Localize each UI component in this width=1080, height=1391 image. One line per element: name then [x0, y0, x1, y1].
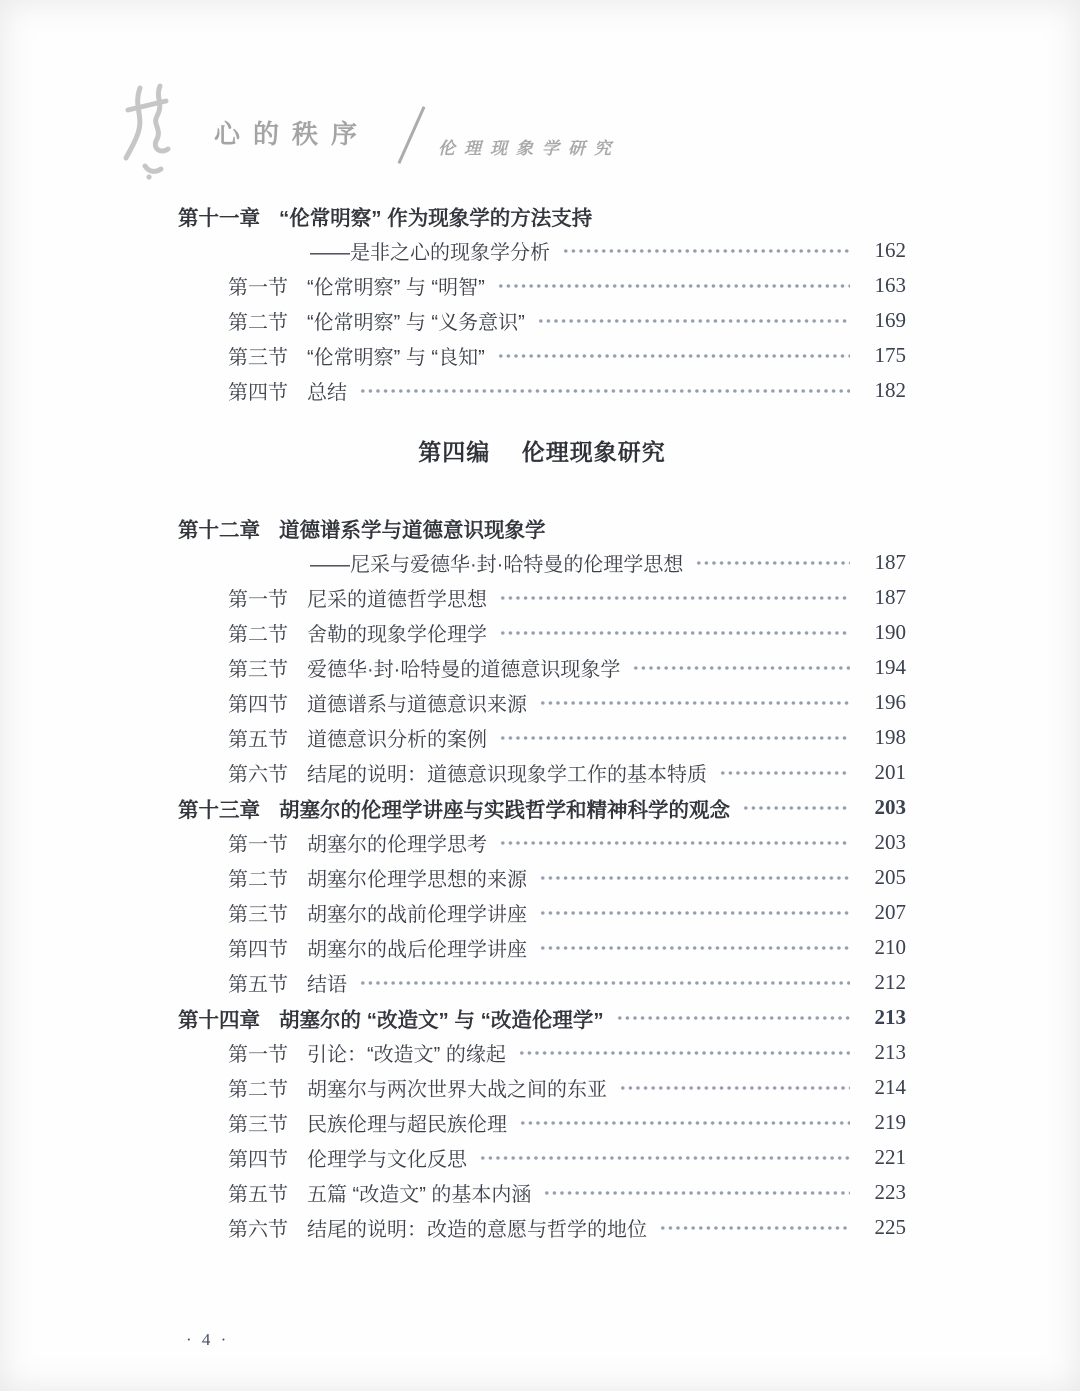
part-label: 第四编 [418, 439, 491, 465]
dot-leader [519, 1120, 850, 1126]
entry-page-number: 207 [874, 900, 906, 924]
entry-page-number: 182 [874, 378, 906, 402]
entry-page-number: 187 [874, 585, 906, 609]
toc-entry [178, 860, 906, 895]
entry-page-number: 212 [874, 970, 906, 994]
calligraphy-mark-icon [118, 78, 180, 187]
entry-label: 第六节 [228, 1219, 288, 1241]
entry-title: 道德谱系学与道德意识现象学 [279, 518, 546, 542]
entry-label: 第二节 [228, 1079, 288, 1101]
dot-leader [539, 875, 850, 881]
dot-leader [518, 1050, 850, 1056]
entry-page-number: 205 [874, 865, 906, 889]
dot-leader [742, 805, 850, 811]
entry-label: 第三节 [228, 904, 288, 926]
toc-entry [178, 580, 906, 615]
dot-leader [719, 770, 850, 776]
entry-label: 第二节 [228, 312, 288, 334]
entry-label: 第一节 [228, 834, 288, 856]
entry-page-number: 219 [874, 1110, 906, 1134]
toc-entry [178, 615, 906, 650]
entry-page-number: 225 [874, 1215, 906, 1239]
entry-title: 胡塞尔伦理学思想的来源 [307, 869, 527, 891]
entry-page-number: 163 [874, 273, 906, 297]
entry-label: 第四节 [228, 382, 288, 404]
book-subtitle: 伦理现象学研究 [438, 139, 620, 158]
dot-leader [619, 1085, 850, 1091]
toc-entry [178, 755, 906, 790]
toc-entry [178, 233, 906, 268]
entry-label: 第四节 [228, 1149, 288, 1171]
toc-entry [178, 373, 906, 408]
entry-page-number: 210 [874, 935, 906, 959]
toc-entry [178, 930, 906, 965]
toc-entry [178, 198, 906, 233]
toc-entry [178, 1105, 906, 1140]
entry-label: 第五节 [228, 974, 288, 996]
entry-page-number: 198 [874, 725, 906, 749]
dot-leader [539, 700, 850, 706]
toc-part-heading [178, 434, 906, 470]
toc-entry [178, 303, 906, 338]
toc-entry [178, 1175, 906, 1210]
entry-label: 第十一章 [178, 206, 260, 230]
entry-title: 胡塞尔的 “改造文” 与 “改造伦理学” [279, 1008, 604, 1032]
entry-label: 第四节 [228, 939, 288, 961]
book-title: 心的秩序 [214, 119, 371, 149]
entry-title: 胡塞尔的伦理学讲座与实践哲学和精神科学的观念 [279, 798, 730, 822]
dot-leader [359, 388, 850, 394]
entry-label: 第二节 [228, 869, 288, 891]
entry-page-number: 187 [874, 550, 906, 574]
entry-title: 胡塞尔的战前伦理学讲座 [307, 904, 527, 926]
entry-page-number: 213 [874, 1040, 906, 1064]
entry-title: 尼采的道德哲学思想 [307, 589, 487, 611]
entry-label: 第三节 [228, 347, 288, 369]
entry-page-number: 175 [874, 343, 906, 367]
toc-entry [178, 510, 906, 545]
dot-leader [499, 840, 850, 846]
dot-leader [497, 283, 850, 289]
toc-entry [178, 1070, 906, 1105]
toc-entry [178, 1140, 906, 1175]
entry-label: 第三节 [228, 1114, 288, 1136]
dot-leader [695, 560, 850, 566]
entry-title: 伦理学与文化反思 [307, 1149, 467, 1171]
toc-entry [178, 1000, 906, 1035]
slash-divider [397, 106, 425, 164]
toc-entry [178, 685, 906, 720]
entry-label: 第一节 [228, 589, 288, 611]
entry-page-number: 162 [874, 238, 906, 262]
dot-leader [616, 1015, 850, 1021]
dot-leader [539, 910, 850, 916]
entry-title: 结尾的说明：改造的意愿与哲学的地位 [307, 1219, 647, 1241]
toc-entry [178, 545, 906, 580]
dot-leader [499, 630, 850, 636]
brand-header [118, 78, 738, 182]
entry-label: 第十三章 [178, 798, 260, 822]
toc-entry [178, 268, 906, 303]
dot-leader [497, 353, 850, 359]
entry-title: “伦常明察” 与 “明智” [307, 277, 485, 299]
dot-leader [659, 1225, 850, 1231]
dot-leader [539, 945, 850, 951]
dot-leader [632, 665, 850, 671]
dot-leader [562, 248, 850, 254]
toc-entry [178, 825, 906, 860]
toc-entry [178, 338, 906, 373]
dot-leader [499, 735, 850, 741]
entry-label: 第十二章 [178, 518, 260, 542]
entry-page-number: 196 [874, 690, 906, 714]
toc-entry [178, 895, 906, 930]
entry-title: 胡塞尔的伦理学思考 [307, 834, 487, 856]
toc-entry [178, 720, 906, 755]
toc-entry [178, 650, 906, 685]
entry-title: 民族伦理与超民族伦理 [307, 1114, 507, 1136]
entry-title: “伦常明察” 与 “义务意识” [307, 312, 525, 334]
entry-page-number: 214 [874, 1075, 906, 1099]
entry-title: 爱德华·封·哈特曼的道德意识现象学 [307, 659, 621, 681]
part-title: 伦理现象研究 [521, 439, 666, 465]
entry-title: 胡塞尔与两次世界大战之间的东亚 [307, 1079, 607, 1101]
entry-title: ——是非之心的现象学分析 [310, 242, 550, 264]
dot-leader [543, 1190, 850, 1196]
toc-entry [178, 790, 906, 825]
entry-title: 道德意识分析的案例 [307, 729, 487, 751]
entry-title: 结语 [307, 974, 347, 996]
entry-title: 道德谱系与道德意识来源 [307, 694, 527, 716]
entry-label: 第二节 [228, 624, 288, 646]
entry-title: 舍勒的现象学伦理学 [307, 624, 487, 646]
entry-label: 第十四章 [178, 1008, 260, 1032]
entry-title: 总结 [307, 382, 347, 404]
entry-page-number: 213 [874, 1005, 906, 1029]
entry-title: “伦常明察” 与 “良知” [307, 347, 485, 369]
entry-label: 第一节 [228, 1044, 288, 1066]
entry-title: 五篇 “改造文” 的基本内涵 [307, 1184, 532, 1206]
dot-leader [499, 595, 850, 601]
entry-page-number: 221 [874, 1145, 906, 1169]
entry-title: 结尾的说明：道德意识现象学工作的基本特质 [307, 764, 707, 786]
dot-leader [479, 1155, 850, 1161]
entry-label: 第三节 [228, 659, 288, 681]
entry-label: 第六节 [228, 764, 288, 786]
entry-page-number: 169 [874, 308, 906, 332]
toc-entry [178, 965, 906, 1000]
entry-page-number: 203 [874, 830, 906, 854]
entry-label: 第一节 [228, 277, 288, 299]
toc-entry [178, 1210, 906, 1245]
toc-entry [178, 1035, 906, 1070]
entry-page-number: 201 [874, 760, 906, 784]
dot-leader [537, 318, 850, 324]
dot-leader [359, 980, 850, 986]
entry-label: 第五节 [228, 729, 288, 751]
entry-label: 第五节 [228, 1184, 288, 1206]
entry-page-number: 190 [874, 620, 906, 644]
entry-page-number: 194 [874, 655, 906, 679]
entry-title: “伦常明察” 作为现象学的方法支持 [279, 206, 593, 230]
entry-title: ——尼采与爱德华·封·哈特曼的伦理学思想 [310, 554, 684, 576]
folio-page-number: · 4 · [186, 1330, 230, 1349]
entry-title: 胡塞尔的战后伦理学讲座 [307, 939, 527, 961]
entry-page-number: 223 [874, 1180, 906, 1204]
table-of-contents [178, 198, 906, 1245]
entry-title: 引论：“改造文” 的缘起 [307, 1044, 506, 1066]
entry-page-number: 203 [874, 795, 906, 819]
entry-label: 第四节 [228, 694, 288, 716]
